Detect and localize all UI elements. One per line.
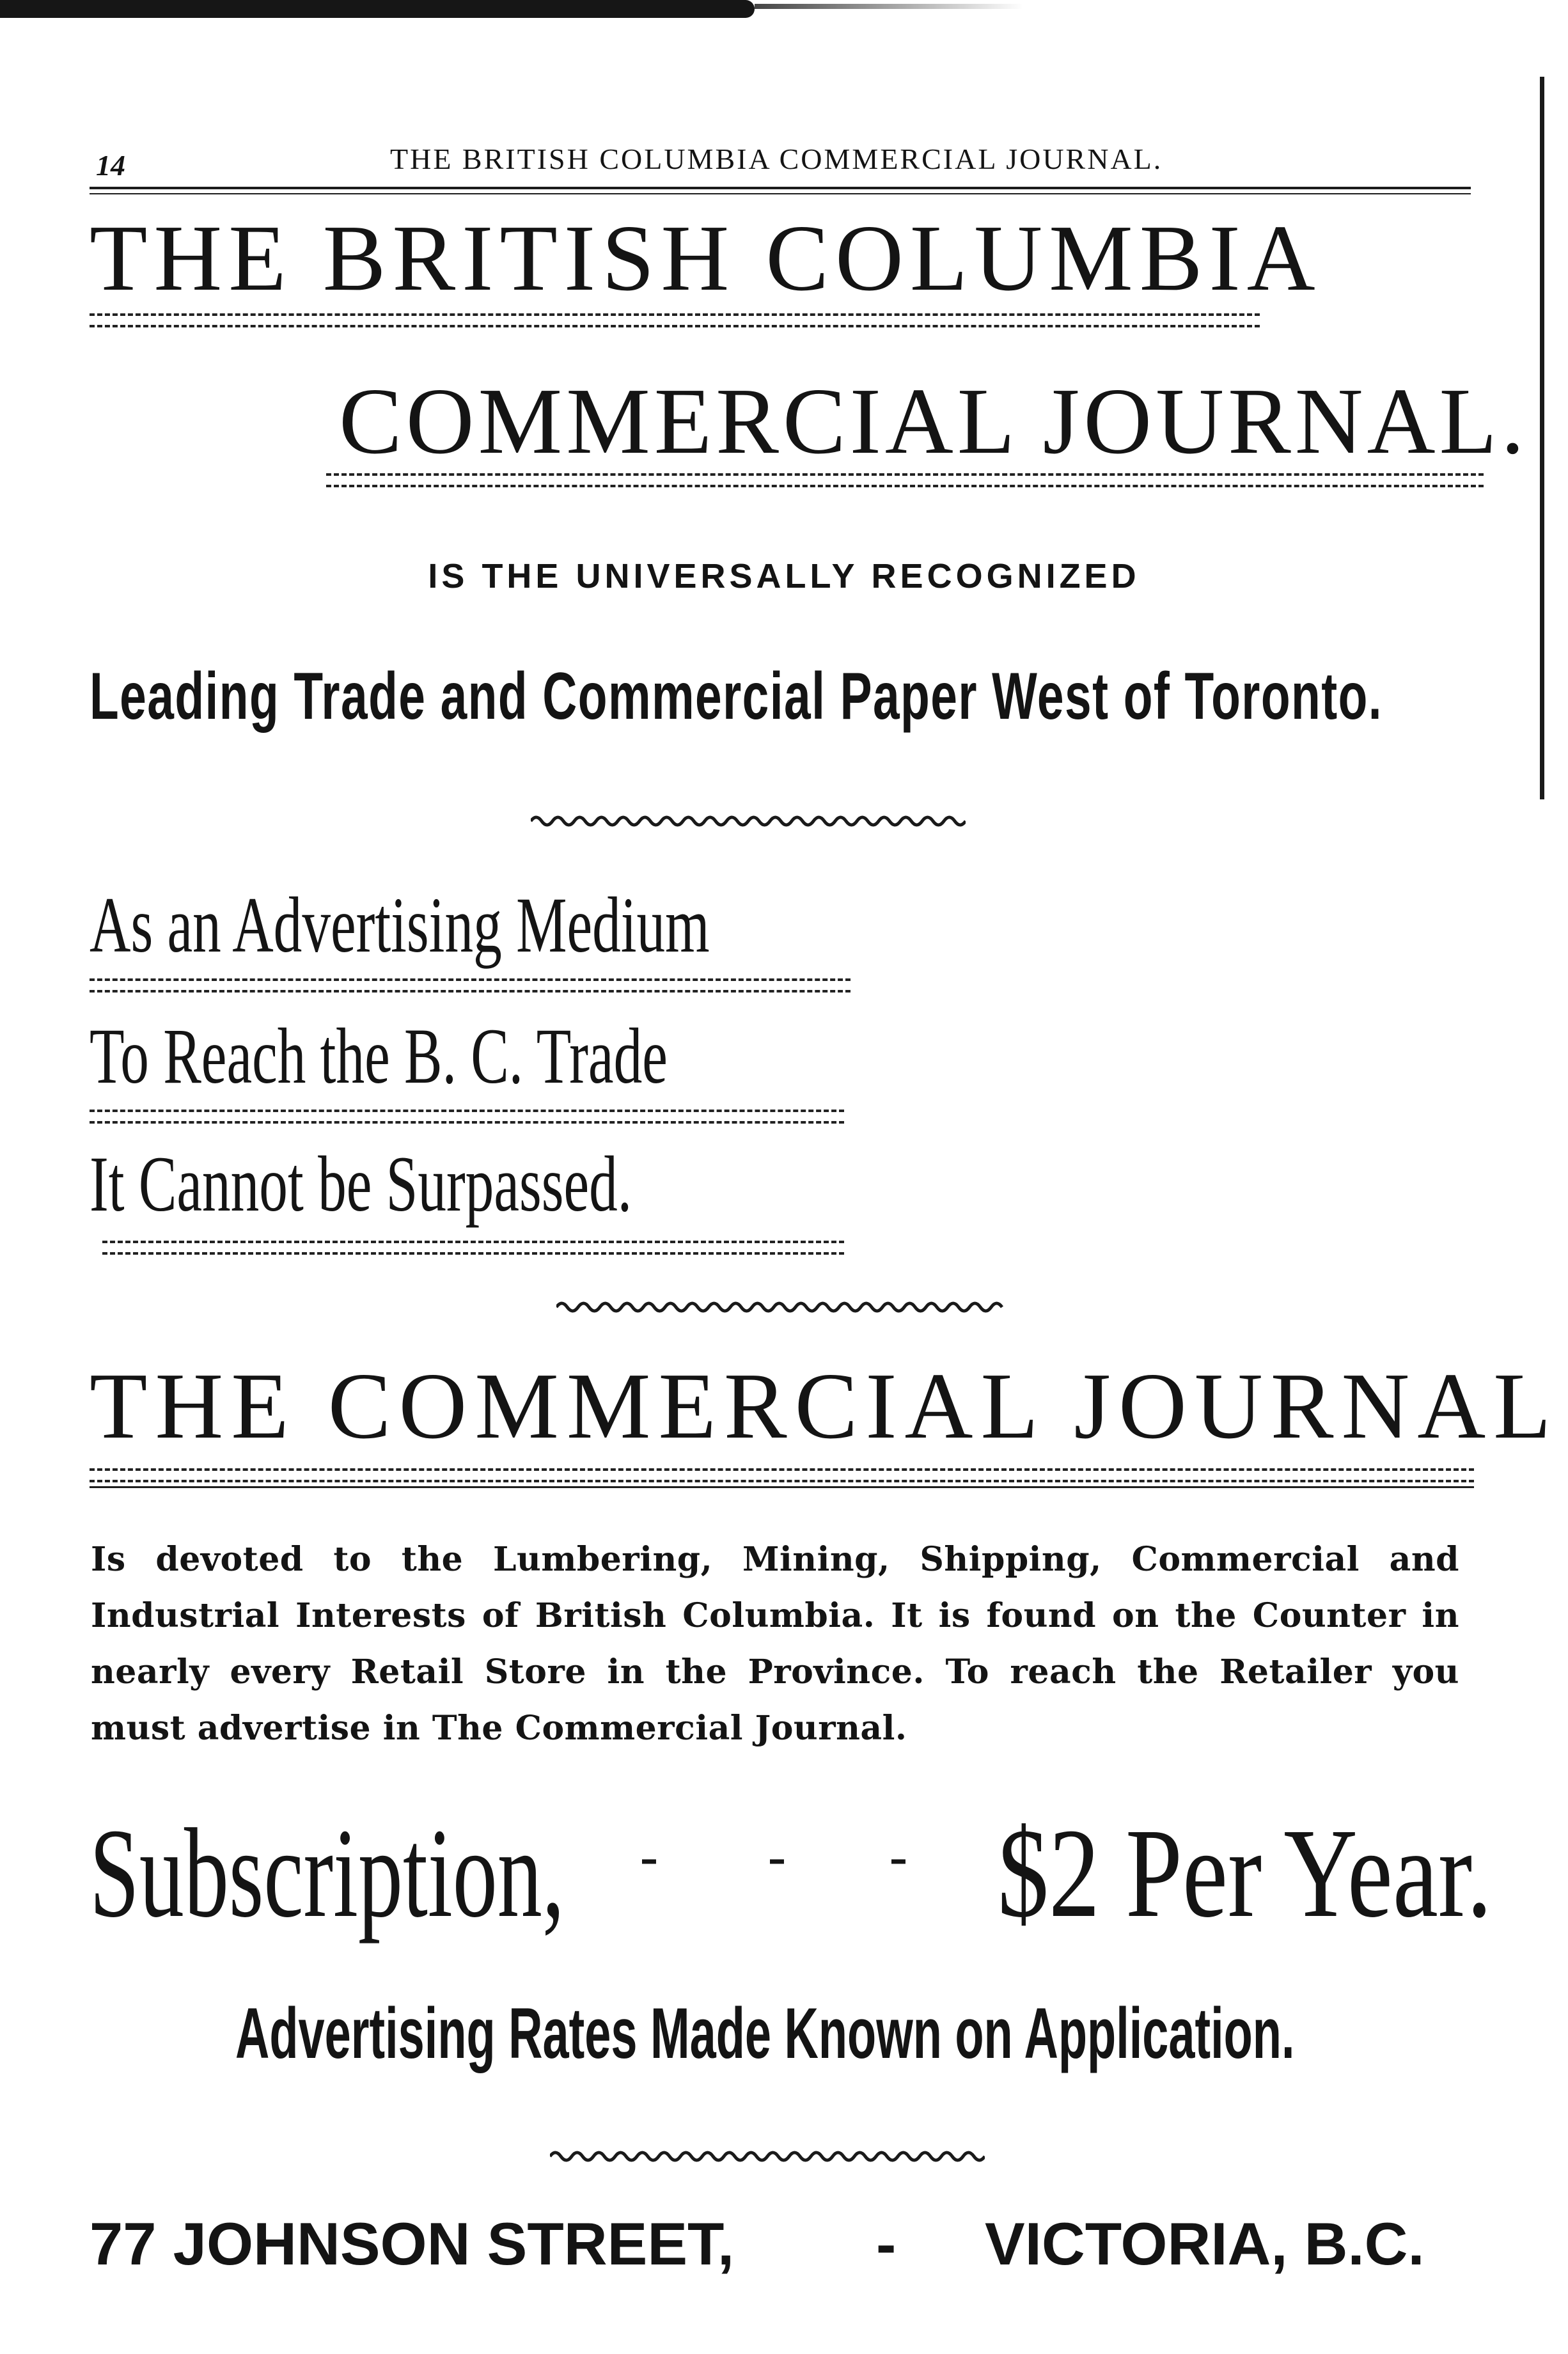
subscription-line — [90, 1803, 1493, 1944]
promo-line-2: To Reach the B. C. Trade — [90, 1012, 668, 1100]
scan-edge-fade — [755, 4, 1023, 9]
journal-rule-thin — [90, 1486, 1474, 1488]
scan-side-rule — [1540, 77, 1544, 799]
address-separator: - — [876, 2210, 897, 2277]
wave-ornament-2 — [556, 1299, 1004, 1315]
journal-heading: THE COMMERCIAL JOURNAL — [90, 1354, 1559, 1459]
subscription-dash-3: - — [889, 1826, 908, 1890]
subscription-dash-1: - — [639, 1826, 659, 1890]
street-address: 77 JOHNSON STREET, — [90, 2210, 735, 2277]
scan-edge-bar — [0, 0, 755, 18]
subscription-price: $2 Per Year. — [998, 1803, 1493, 1944]
promo-rule-2 — [90, 1110, 844, 1124]
promo-rule-3 — [102, 1241, 844, 1255]
leading-paper-line: Leading Trade and Commercial Paper West of Toronto. — [90, 659, 1383, 734]
wave-ornament-1 — [531, 813, 966, 829]
subscription-dash-2: - — [767, 1826, 787, 1890]
journal-rule — [90, 1468, 1474, 1482]
masthead-title-line1: THE BRITISH COLUMBIA — [90, 206, 1322, 311]
promo-line-3: It Cannot be Surpassed. — [90, 1140, 632, 1228]
running-head: THE BRITISH COLUMBIA COMMERCIAL JOURNAL. — [390, 143, 1163, 175]
running-head-rule-thin — [90, 193, 1471, 194]
promo-line-1: As an Advertising Medium — [90, 881, 710, 969]
running-head-rule — [90, 187, 1471, 189]
wave-ornament-3 — [550, 2149, 985, 2164]
masthead-rule-2 — [326, 473, 1484, 487]
recognized-line: IS THE UNIVERSALLY RECOGNIZED — [428, 557, 1140, 595]
subscription-label: Subscription, — [90, 1803, 565, 1944]
address-line — [90, 2209, 1477, 2280]
masthead-title-line2: COMMERCIAL JOURNAL. — [339, 369, 1528, 474]
promo-rule-1 — [90, 978, 851, 993]
advertising-rates: Advertising Rates Made Known on Application. — [235, 1993, 1295, 2073]
city-address: VICTORIA, B.C. — [985, 2210, 1425, 2277]
masthead-rule-1 — [90, 313, 1260, 327]
journal-description: Is devoted to the Lumbering, Mining, Shipping, Commercial and Industrial Interests of British Columbia. It is found on the Counter in nearly every Retail Store in the Province. To reach the Retailer you must advertise in The Commercial Journal. — [91, 1540, 1459, 1748]
page-number: 14 — [96, 149, 125, 182]
